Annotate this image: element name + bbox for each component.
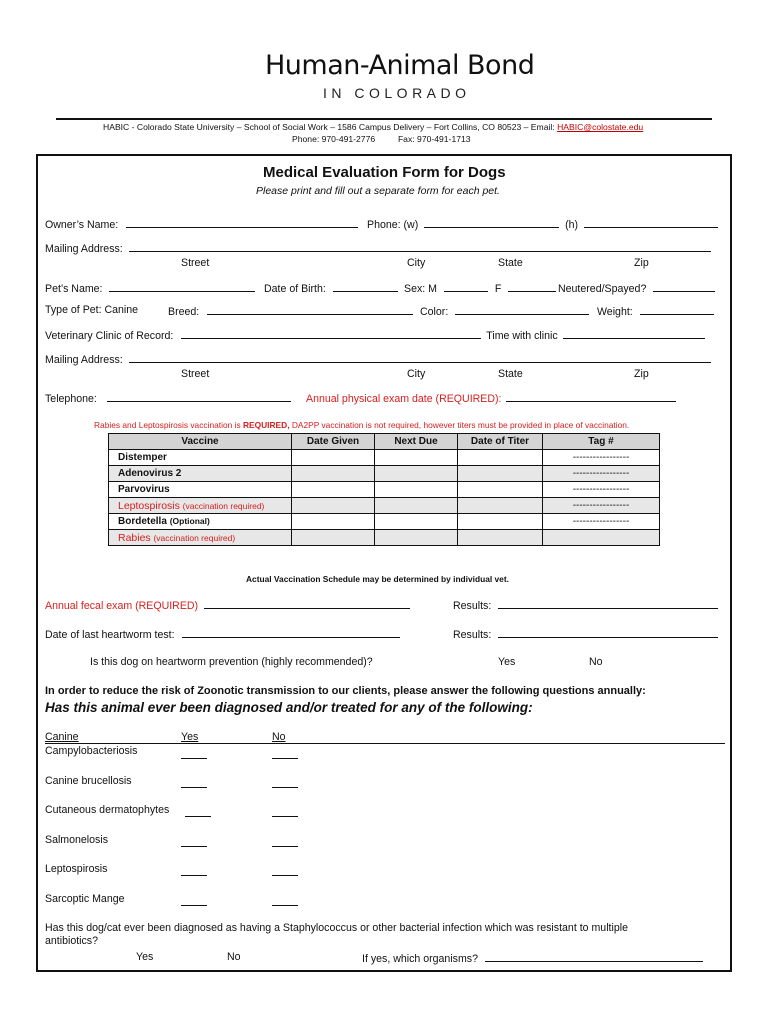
table-row [109, 498, 660, 514]
type-of-pet-label: Type of Pet: Canine [45, 304, 139, 316]
vaccine-note-required: REQUIRED, [242, 420, 290, 430]
date-given-cell[interactable] [292, 450, 375, 466]
disease-canine-brucellosis: Canine brucellosis [45, 775, 132, 787]
staph-question-line1: Has this dog/cat ever been diagnosed as having a Staphylococcus or other bacterial infection which was resistant to multiple [45, 922, 628, 934]
dob-row [264, 281, 398, 295]
next-due-cell[interactable] [375, 450, 458, 466]
heartworm-results-field[interactable] [498, 627, 718, 638]
tag-cell[interactable]: ----------------- [543, 466, 660, 482]
brucellosis-no-field[interactable] [272, 777, 298, 788]
header-phone: Phone: 970-491-2776 [292, 134, 376, 144]
staph-yes-option[interactable]: Yes [136, 951, 154, 963]
pets-name-field[interactable] [109, 281, 255, 292]
fecal-results-label: Results: [453, 600, 492, 612]
vaccine-note-part1: Rabies and Leptospirosis vaccination is [94, 420, 243, 430]
mange-yes-field[interactable] [181, 895, 207, 906]
table-row [109, 466, 660, 482]
sex-row [404, 281, 556, 295]
phone-h-field[interactable] [584, 217, 718, 228]
color-row [420, 304, 589, 318]
vaccine-table [108, 433, 660, 546]
vaccine-name-cell [109, 514, 292, 530]
date-of-titer-cell[interactable] [458, 530, 543, 546]
zoonotic-intro: In order to reduce the risk of Zoonotic transmission to our clients, please answer the following questions annually: [45, 685, 646, 697]
vet-zip-caption: Zip [634, 368, 649, 380]
pets-name-row [45, 281, 255, 295]
organisms-field[interactable] [485, 951, 703, 962]
staph-no-option[interactable]: No [227, 951, 241, 963]
form-subtitle: Please print and fill out a separate form for each pet. [256, 185, 500, 197]
telephone-row [45, 391, 291, 405]
weight-field[interactable] [640, 304, 714, 315]
date-of-titer-cell[interactable] [458, 466, 543, 482]
vet-clinic-label: Veterinary Clinic of Record: [45, 330, 174, 342]
heartworm-label: Date of last heartworm test: [45, 629, 175, 641]
tag-cell[interactable]: ----------------- [543, 482, 660, 498]
tag-cell[interactable]: ----------------- [543, 498, 660, 514]
time-with-clinic-field[interactable] [563, 328, 705, 339]
fecal-field[interactable] [204, 598, 410, 609]
col-tag: Tag # [543, 434, 660, 450]
color-field[interactable] [455, 304, 589, 315]
email-link[interactable]: HABIC@colostate.edu [557, 122, 644, 132]
vet-clinic-row [45, 328, 705, 342]
form-border [36, 154, 732, 972]
phone-h-label: (h) [565, 219, 579, 231]
col-canine: Canine [45, 731, 79, 743]
disease-salmonelosis: Salmonelosis [45, 834, 109, 846]
owners-name-label: Owner’s Name: [45, 219, 119, 231]
disease-campylobacteriosis: Campylobacteriosis [45, 745, 138, 757]
logo-title: Human-Animal Bond [265, 50, 535, 81]
next-due-cell[interactable] [375, 482, 458, 498]
leptospirosis-no-field[interactable] [272, 865, 298, 876]
col-next-due: Next Due [375, 434, 458, 450]
table-row [109, 514, 660, 530]
breed-field[interactable] [207, 304, 413, 315]
vaccine-name: Parvovirus [109, 482, 292, 498]
pets-name-label: Pet’s Name: [45, 283, 103, 295]
heartworm-field[interactable] [182, 627, 400, 638]
table-row [109, 530, 660, 546]
disease-sarcoptic-mange: Sarcoptic Mange [45, 893, 125, 905]
annual-exam-field[interactable] [506, 391, 676, 402]
fecal-results-field[interactable] [498, 598, 718, 609]
sex-m-field[interactable] [444, 281, 488, 292]
vaccine-name: Bordetella [118, 516, 167, 527]
phone-w-label: Phone: (w) [367, 219, 419, 231]
date-of-titer-cell[interactable] [458, 482, 543, 498]
dermatophytes-no-field[interactable] [272, 806, 298, 817]
neutered-row [558, 281, 715, 295]
header-rule [56, 118, 712, 120]
disease-header-rule [45, 743, 725, 744]
mailing-address-row [45, 241, 711, 255]
breed-row [168, 304, 413, 318]
schedule-note: Actual Vaccination Schedule may be determined by individual vet. [246, 574, 509, 584]
mange-no-field[interactable] [272, 895, 298, 906]
col-date-of-titer: Date of Titer [458, 434, 543, 450]
phone-fax [292, 134, 471, 144]
dermatophytes-yes-field[interactable] [185, 806, 211, 817]
table-row [109, 482, 660, 498]
tag-cell[interactable]: ----------------- [543, 450, 660, 466]
vet-city-caption: City [407, 368, 426, 380]
sex-f-field[interactable] [508, 281, 556, 292]
next-due-cell[interactable] [375, 466, 458, 482]
color-label: Color: [420, 306, 449, 318]
organisms-row [362, 951, 703, 965]
form-title: Medical Evaluation Form for Dogs [263, 164, 506, 181]
zip-caption: Zip [634, 257, 649, 269]
next-due-cell[interactable] [375, 514, 458, 530]
sex-f-label: F [494, 283, 502, 295]
date-given-cell[interactable] [292, 466, 375, 482]
col-no: No [272, 731, 286, 743]
date-given-cell[interactable] [292, 530, 375, 546]
next-due-cell[interactable] [375, 498, 458, 514]
time-with-clinic-label: Time with clinic [486, 330, 558, 342]
telephone-field[interactable] [107, 391, 291, 402]
mailing-address-label: Mailing Address: [45, 243, 123, 255]
heartworm-results-label: Results: [453, 629, 492, 641]
vaccine-name: Distemper [109, 450, 292, 466]
disease-cutaneous-dermatophytes: Cutaneous dermatophytes [45, 804, 170, 816]
vaccine-name-cell [109, 498, 292, 514]
col-vaccine: Vaccine [109, 434, 292, 450]
vet-mailing-address-label: Mailing Address: [45, 354, 123, 366]
campylobacteriosis-yes-field[interactable] [181, 748, 207, 759]
fecal-row [45, 598, 410, 612]
tag-cell[interactable] [543, 530, 660, 546]
fecal-results-row [453, 598, 718, 612]
mailing-address-field[interactable] [129, 241, 711, 252]
heartworm-prevention-question: Is this dog on heartworm prevention (highly recommended)? [90, 656, 373, 668]
sex-m-label: Sex: M [404, 283, 437, 295]
vaccine-name-cell [109, 530, 292, 546]
date-of-titer-cell[interactable] [458, 498, 543, 514]
vet-mailing-address-row [45, 352, 711, 366]
date-of-titer-cell[interactable] [458, 514, 543, 530]
organisms-label: If yes, which organisms? [362, 953, 478, 965]
vaccine-note: (vaccination required) [153, 532, 236, 543]
fecal-label: Annual fecal exam (REQUIRED) [45, 600, 199, 612]
vaccine-name: Adenovirus 2 [109, 466, 292, 482]
dob-field[interactable] [333, 281, 398, 292]
vaccine-note: (vaccination required) [182, 500, 265, 511]
campylobacteriosis-no-field[interactable] [272, 748, 298, 759]
staph-question-line2: antibiotics? [45, 935, 98, 947]
dob-label: Date of Birth: [264, 283, 326, 295]
state-caption: State [498, 257, 523, 269]
date-given-cell[interactable] [292, 514, 375, 530]
weight-row [597, 304, 714, 318]
salmonelosis-no-field[interactable] [272, 836, 298, 847]
breed-label: Breed: [168, 306, 200, 318]
tag-cell[interactable]: ----------------- [543, 514, 660, 530]
phone-w-field[interactable] [424, 217, 559, 228]
weight-label: Weight: [597, 306, 633, 318]
street-caption: Street [181, 257, 210, 269]
heartworm-no-option[interactable]: No [589, 656, 603, 668]
vaccine-table-header [109, 434, 660, 450]
org-line [103, 122, 643, 132]
next-due-cell[interactable] [375, 530, 458, 546]
vaccine-note: (Optional) [169, 516, 210, 526]
table-row [109, 450, 660, 466]
col-date-given: Date Given [292, 434, 375, 450]
logo-subtitle: IN COLORADO [323, 85, 471, 101]
zoonotic-question: Has this animal ever been diagnosed and/or treated for any of the following: [45, 700, 533, 715]
header-fax: Fax: 970-491-1713 [397, 134, 471, 144]
org-address: HABIC - Colorado State University – School of Social Work – 1586 Campus Delivery – Fort Collins, CO 80523 – Email: [103, 122, 558, 132]
vet-street-caption: Street [181, 368, 210, 380]
vaccine-name: Leptospirosis [118, 499, 180, 512]
phone-row [367, 217, 718, 231]
heartworm-row [45, 627, 400, 641]
owners-name-field[interactable] [126, 217, 358, 228]
heartworm-results-row [453, 627, 718, 641]
heartworm-yes-option[interactable]: Yes [498, 656, 516, 668]
brucellosis-yes-field[interactable] [181, 777, 207, 788]
vaccine-note-part2: DA2PP vaccination is not required, however titers must be provided in place of vaccination. [289, 420, 630, 430]
annual-exam-row [306, 391, 676, 405]
neutered-label: Neutered/Spayed? [558, 283, 647, 295]
col-yes: Yes [181, 731, 199, 743]
telephone-label: Telephone: [45, 393, 97, 405]
disease-leptospirosis: Leptospirosis [45, 863, 108, 875]
vet-mailing-address-field[interactable] [129, 352, 711, 363]
date-given-cell[interactable] [292, 498, 375, 514]
annual-exam-label: Annual physical exam date (REQUIRED): [306, 393, 502, 405]
neutered-field[interactable] [653, 281, 715, 292]
leptospirosis-yes-field[interactable] [181, 865, 207, 876]
date-of-titer-cell[interactable] [458, 450, 543, 466]
vaccine-note [94, 420, 629, 430]
date-given-cell[interactable] [292, 482, 375, 498]
salmonelosis-yes-field[interactable] [181, 836, 207, 847]
vet-clinic-field[interactable] [181, 328, 481, 339]
vet-state-caption: State [498, 368, 523, 380]
city-caption: City [407, 257, 426, 269]
vaccine-name: Rabies [118, 531, 151, 544]
owners-name-row [45, 217, 358, 231]
